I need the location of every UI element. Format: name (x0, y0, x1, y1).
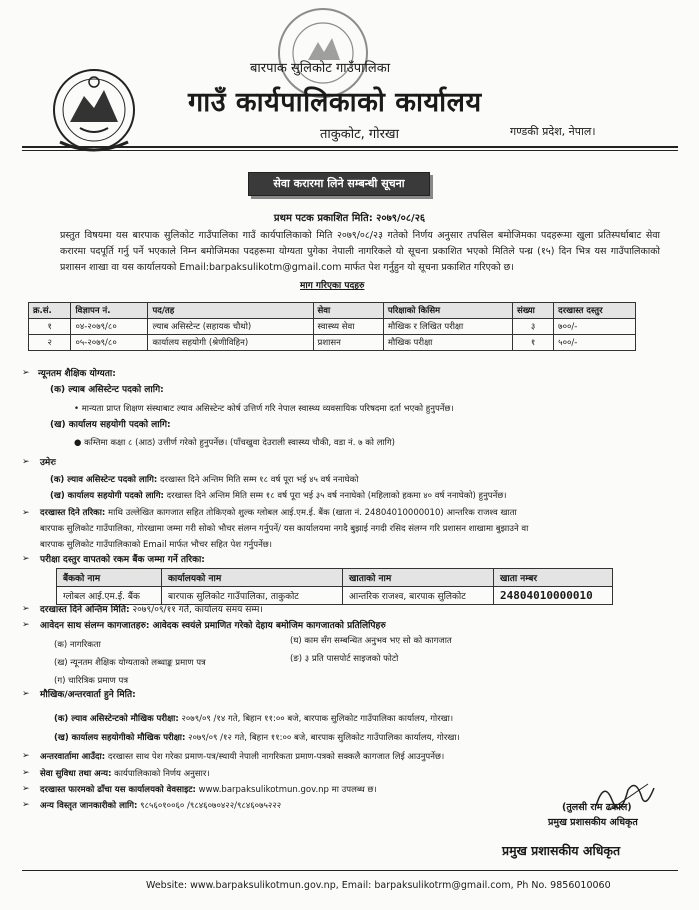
account-name-cell: आन्तरिक राजश्व, बारपाक सुलिकोट (343, 587, 494, 605)
cell: १ (513, 335, 554, 351)
application-line3: बारपाक सुलिकोट गाउँपालिकाको Email मार्फत भौचर सहित पेश गर्नुपर्नेछ। (40, 540, 272, 550)
document-item: (क) नागरिकता (54, 640, 101, 650)
office-name-cell: बारपाक सुलिकोट गाउँपालिका, ताकुकोट (162, 587, 343, 605)
bank-table (56, 568, 613, 605)
col-fee: दरखास्त दस्तुर (554, 303, 636, 319)
misc-label: अन्तरवार्तामा आउँदा: (40, 752, 106, 762)
cell: प्रशासन (313, 335, 383, 351)
misc-interview (40, 750, 444, 764)
document-item: (ग) चारित्रिक प्रमाण पत्र (54, 676, 129, 686)
qualification-heading: न्यूनतम शैक्षिक योग्यता: (38, 369, 116, 379)
cell: ०५-२०७९/८० (71, 335, 148, 351)
col-count: संख्या (513, 303, 554, 319)
arrow-bullet-icon: ➢ (22, 620, 30, 630)
cell: मौखिक परीक्षा (383, 335, 512, 351)
table-row (57, 587, 613, 605)
signatory-role: प्रमुख प्रशासकीय अधिकृत (548, 817, 638, 828)
qualification-b-label: (ख) कार्यालय सहयोगी पदको लागि: (50, 420, 171, 430)
col-serial: क्र.सं. (29, 303, 71, 319)
notice-body: प्रस्तुत विषयमा यस बारपाक सुलिकोट गाउँपालिका गाउँ कार्यपालिकाको मिति २०७९/०८/२३ गतेको निर्णय अनुसार तपसिल बमोजिमका पदहरूमा खुला प्रतिस्पर्धाबाट सेवा करारमा पदपूर्ति गर्नु पर्ने भएकाले निम्न बमोजिमका पदहरूमा योग्यता पुगेका नेपाली नागरिकले यो सूचना प्रकाशित भएको मितिले पन्ध्र (१५) दिन भित्र यस गाउँपालिकाको प्रशासन शाखा वा यस कार्यालयको Email:barpaksulikotm@gmail.com मार्फत पेश गर्नुहुन यो सूचना प्रकाशित गरिएको छ। (60, 230, 660, 273)
exam-b (54, 731, 460, 745)
province-label: गण्डकी प्रदेश, नेपाल। (510, 125, 596, 138)
posts-table (28, 302, 636, 351)
exam-b-label: (ख) कार्यालय सहयोगीको मौखिक परीक्षा: (54, 733, 186, 743)
documents-heading: आवेदन साथ संलग्न कागजातहरु: आवेदक स्वयंले प्रमाणित गरेको देहाय बमोजिम कागजातको प्रतिलिपिहरु (40, 621, 386, 631)
arrow-bullet-icon: ➢ (22, 604, 30, 614)
deadline-heading: दरखास्त दिने अन्तिम मिति: (40, 605, 130, 615)
cell: ७००/- (554, 319, 636, 335)
misc-contact (40, 799, 281, 813)
footer-contact: Website: www.barpaksulikotmun.gov.np, Email: barpaksulikotrm@gmail.com, Ph No. 9856010060 (146, 880, 611, 891)
bank-name-cell: ग्लोबल आई.एम.ई. बैंक (57, 587, 162, 605)
published-date: प्रथम पटक प्रकाशित मिति: २०७९/०८/२६ (273, 213, 426, 224)
arrow-bullet-icon: ➢ (22, 784, 30, 794)
arrow-bullet-icon: ➢ (22, 457, 30, 467)
deadline-text: २०७९/०९/११ गते, कार्यालय समय सम्म। (132, 605, 263, 615)
table-row (29, 319, 636, 335)
bank-heading: परीक्षा दस्तुर वापतको रकम बैंक जम्मा गर्ने तरिका: (40, 555, 205, 565)
header-divider (22, 146, 678, 148)
posts-table-header (29, 303, 636, 319)
signatory-name: (तुलसी राम ढकाल) (562, 802, 632, 813)
arrow-bullet-icon: ➢ (22, 689, 30, 699)
bank-col-office: कार्यालयको नाम (162, 569, 343, 587)
exam-heading: मौखिक/अन्तरवार्ता हुने मिति: (40, 690, 136, 700)
col-exam-type: परिक्षाको किसिम (383, 303, 512, 319)
col-ad-no: विज्ञापन नं. (71, 303, 148, 319)
bank-col-bank: बैंकको नाम (57, 569, 162, 587)
age-b (50, 489, 507, 503)
qualification-a-label: (क) ल्याब असिस्टेन्ट पदको लागि: (50, 385, 164, 395)
arrow-bullet-icon: ➢ (22, 751, 30, 761)
cell: मौखिक र लिखित परीक्षा (383, 319, 512, 335)
cell: स्वास्थ्य सेवा (313, 319, 383, 335)
cell: कार्यालय सहयोगी (श्रेणीविहिन) (148, 335, 313, 351)
misc-label: दरखास्त फारमको ढाँचा यस कार्यालयको वेवसाइट: (40, 785, 196, 795)
arrow-bullet-icon: ➢ (22, 768, 30, 778)
cell: २ (29, 335, 71, 351)
misc-form (40, 783, 377, 797)
exam-a-label: (क) ल्याव असिस्टेन्टको मौखिक परीक्षा: (54, 714, 179, 724)
cell: १ (29, 319, 71, 335)
account-number-cell: 24804010000010 (494, 587, 613, 605)
document-item: (ङ) ३ प्रति पासपोर्ट साइजको फोटो (290, 654, 399, 664)
office-title: गाउँ कार्यपालिकाको कार्यालय (188, 87, 482, 118)
col-post: पद/तह (148, 303, 313, 319)
signatory-role-stamp: प्रमुख प्रशासकीय अधिकृत (502, 843, 621, 858)
bank-col-account-no: खाता नम्बर (494, 569, 613, 587)
municipality-name: बारपाक सुलिकोट गाउँपालिका (250, 61, 391, 76)
arrow-bullet-icon: ➢ (22, 554, 30, 564)
bank-table-header (57, 569, 613, 587)
exam-b-text: २०७९/०९ /१२ गते, बिहान ११:०० बजे, बारपाक सुलिकोट गाउँपालिका कार्यालय, गोरखा। (188, 733, 460, 743)
misc-text: कार्यपालिकाको निर्णय अनुसार। (114, 769, 210, 779)
age-a-text: दरखास्त दिने अन्तिम मिति सम्म १८ वर्ष पूरा भई ४५ वर्ष ननाघेको (160, 475, 359, 485)
posts-table-caption: माग गरिएका पदहरु (300, 281, 365, 291)
misc-facilities (40, 767, 210, 781)
misc-label: सेवा सुविधा तथा अन्य: (40, 769, 112, 779)
exam-a (54, 712, 453, 726)
age-a (50, 473, 358, 487)
bank-col-account-name: खाताको नाम (343, 569, 494, 587)
nepal-emblem-icon (50, 62, 138, 158)
misc-text: www.barpaksulikotmun.gov.np मा उपलब्ध छ। (198, 785, 377, 795)
application-heading: दरखास्त दिने तरिका: (40, 508, 106, 518)
document-item: (घ) काम सँग सम्बन्धित अनुभव भए सो को कागजात (290, 636, 452, 646)
application-text1: माथि उल्लेखित कागजात सहित तोकिएको शुल्क ग्लोबल आई.एम.ई. बैंक (खाता नं. 24804010000010) आन्तरिक राजश्व खाता (108, 508, 517, 518)
age-heading: उमेरः (40, 458, 56, 468)
table-row (29, 335, 636, 351)
misc-text: ९८५६०१००६० /९८४६०७०४२२/९८४६०७५२२२ (140, 801, 282, 811)
cell: ल्याब असिस्टेन्ट (सहायक चौथो) (148, 319, 313, 335)
application-line2: बारपाक सुलिकोट गाउँपालिका, गोरखामा जम्मा गरी सोको भौचर संलग्न गर्नुपर्ने/ यस कार्यालयमा नगदै बुझाई नगदी रसिद संलग्न गरि प्रशासन शाखामा बुझाउने वा (40, 524, 529, 534)
deadline (40, 603, 263, 617)
notice-title: सेवा करारमा लिने सम्बन्धी सूचना (248, 172, 430, 196)
qualification-b-text: ● कम्तिमा कक्षा ८ (आठ) उत्तीर्ण गरेको हुनुपर्नेछ। (पाँचखुवा देउराली स्वास्थ्य चौकी, वडा नं. ७ को लागि) (74, 438, 395, 448)
arrow-bullet-icon: ➢ (22, 800, 30, 810)
age-b-label: (ख) कार्यालय सहयोगी पदको लागि: (50, 491, 164, 501)
cell: ०४-२०७९/८० (71, 319, 148, 335)
cell: ३ (513, 319, 554, 335)
office-location: ताकुकोट, गोरखा (320, 127, 399, 142)
age-a-label: (क) ल्याव असिस्टेन्ट पदको लागि: (50, 475, 158, 485)
arrow-bullet-icon: ➢ (22, 368, 30, 378)
qualification-a-value: मान्यता प्राप्त शिक्षण संस्थाबाट ल्याव असिस्टेन्ट कोर्ष उत्तिर्ण गरि नेपाल स्वास्थ्य व्यवसायिक परिषदमा दर्ता भएको हुनुपर्नेछ। (81, 404, 454, 414)
arrow-bullet-icon: ➢ (22, 508, 30, 518)
footer-divider (22, 870, 678, 871)
header-divider-thin (22, 150, 678, 151)
exam-a-text: २०७९/०९ /१४ गते, बिहान ११:०० बजे, बारपाक सुलिकोट गाउँपालिका कार्यालय, गोरखा। (181, 714, 454, 724)
cell: ५००/- (554, 335, 636, 351)
misc-label: अन्य विस्तृत जानकारीको लागि: (40, 801, 138, 811)
age-b-text: दरखास्त दिने अन्तिम मिति सम्म १८ वर्ष पूरा भई ३५ वर्ष ननाघेको (महिलाको हकमा ४० वर्ष ननाघेको) हुनुपर्नेछ। (166, 491, 507, 501)
col-service: सेवा (313, 303, 383, 319)
application-line1 (40, 506, 517, 520)
document-item: (ख) न्यूनतम शैक्षिक योग्यताको लब्धाङ्क प्रमाण पत्र (54, 658, 206, 668)
misc-text: दरखास्त साथ पेश गरेका प्रमाण-पत्र/स्थायी नेपाली नागरिकता प्रमाण-पत्रको सक्कलै कागजात लिई आउनुपर्नेछ। (107, 752, 445, 762)
qualification-a-text: • मान्यता प्राप्त शिक्षण संस्थाबाट ल्याव असिस्टेन्ट कोर्ष उत्तिर्ण गरि नेपाल स्वास्थ्य व्यवसायिक परिषदमा दर्ता भएको हुनुपर्नेछ। (74, 404, 454, 414)
qualification-b-value: कम्तिमा कक्षा ८ (आठ) उत्तीर्ण गरेको हुनुपर्नेछ। (पाँचखुवा देउराली स्वास्थ्य चौकी, वडा नं. ७ को लागि) (84, 438, 395, 448)
